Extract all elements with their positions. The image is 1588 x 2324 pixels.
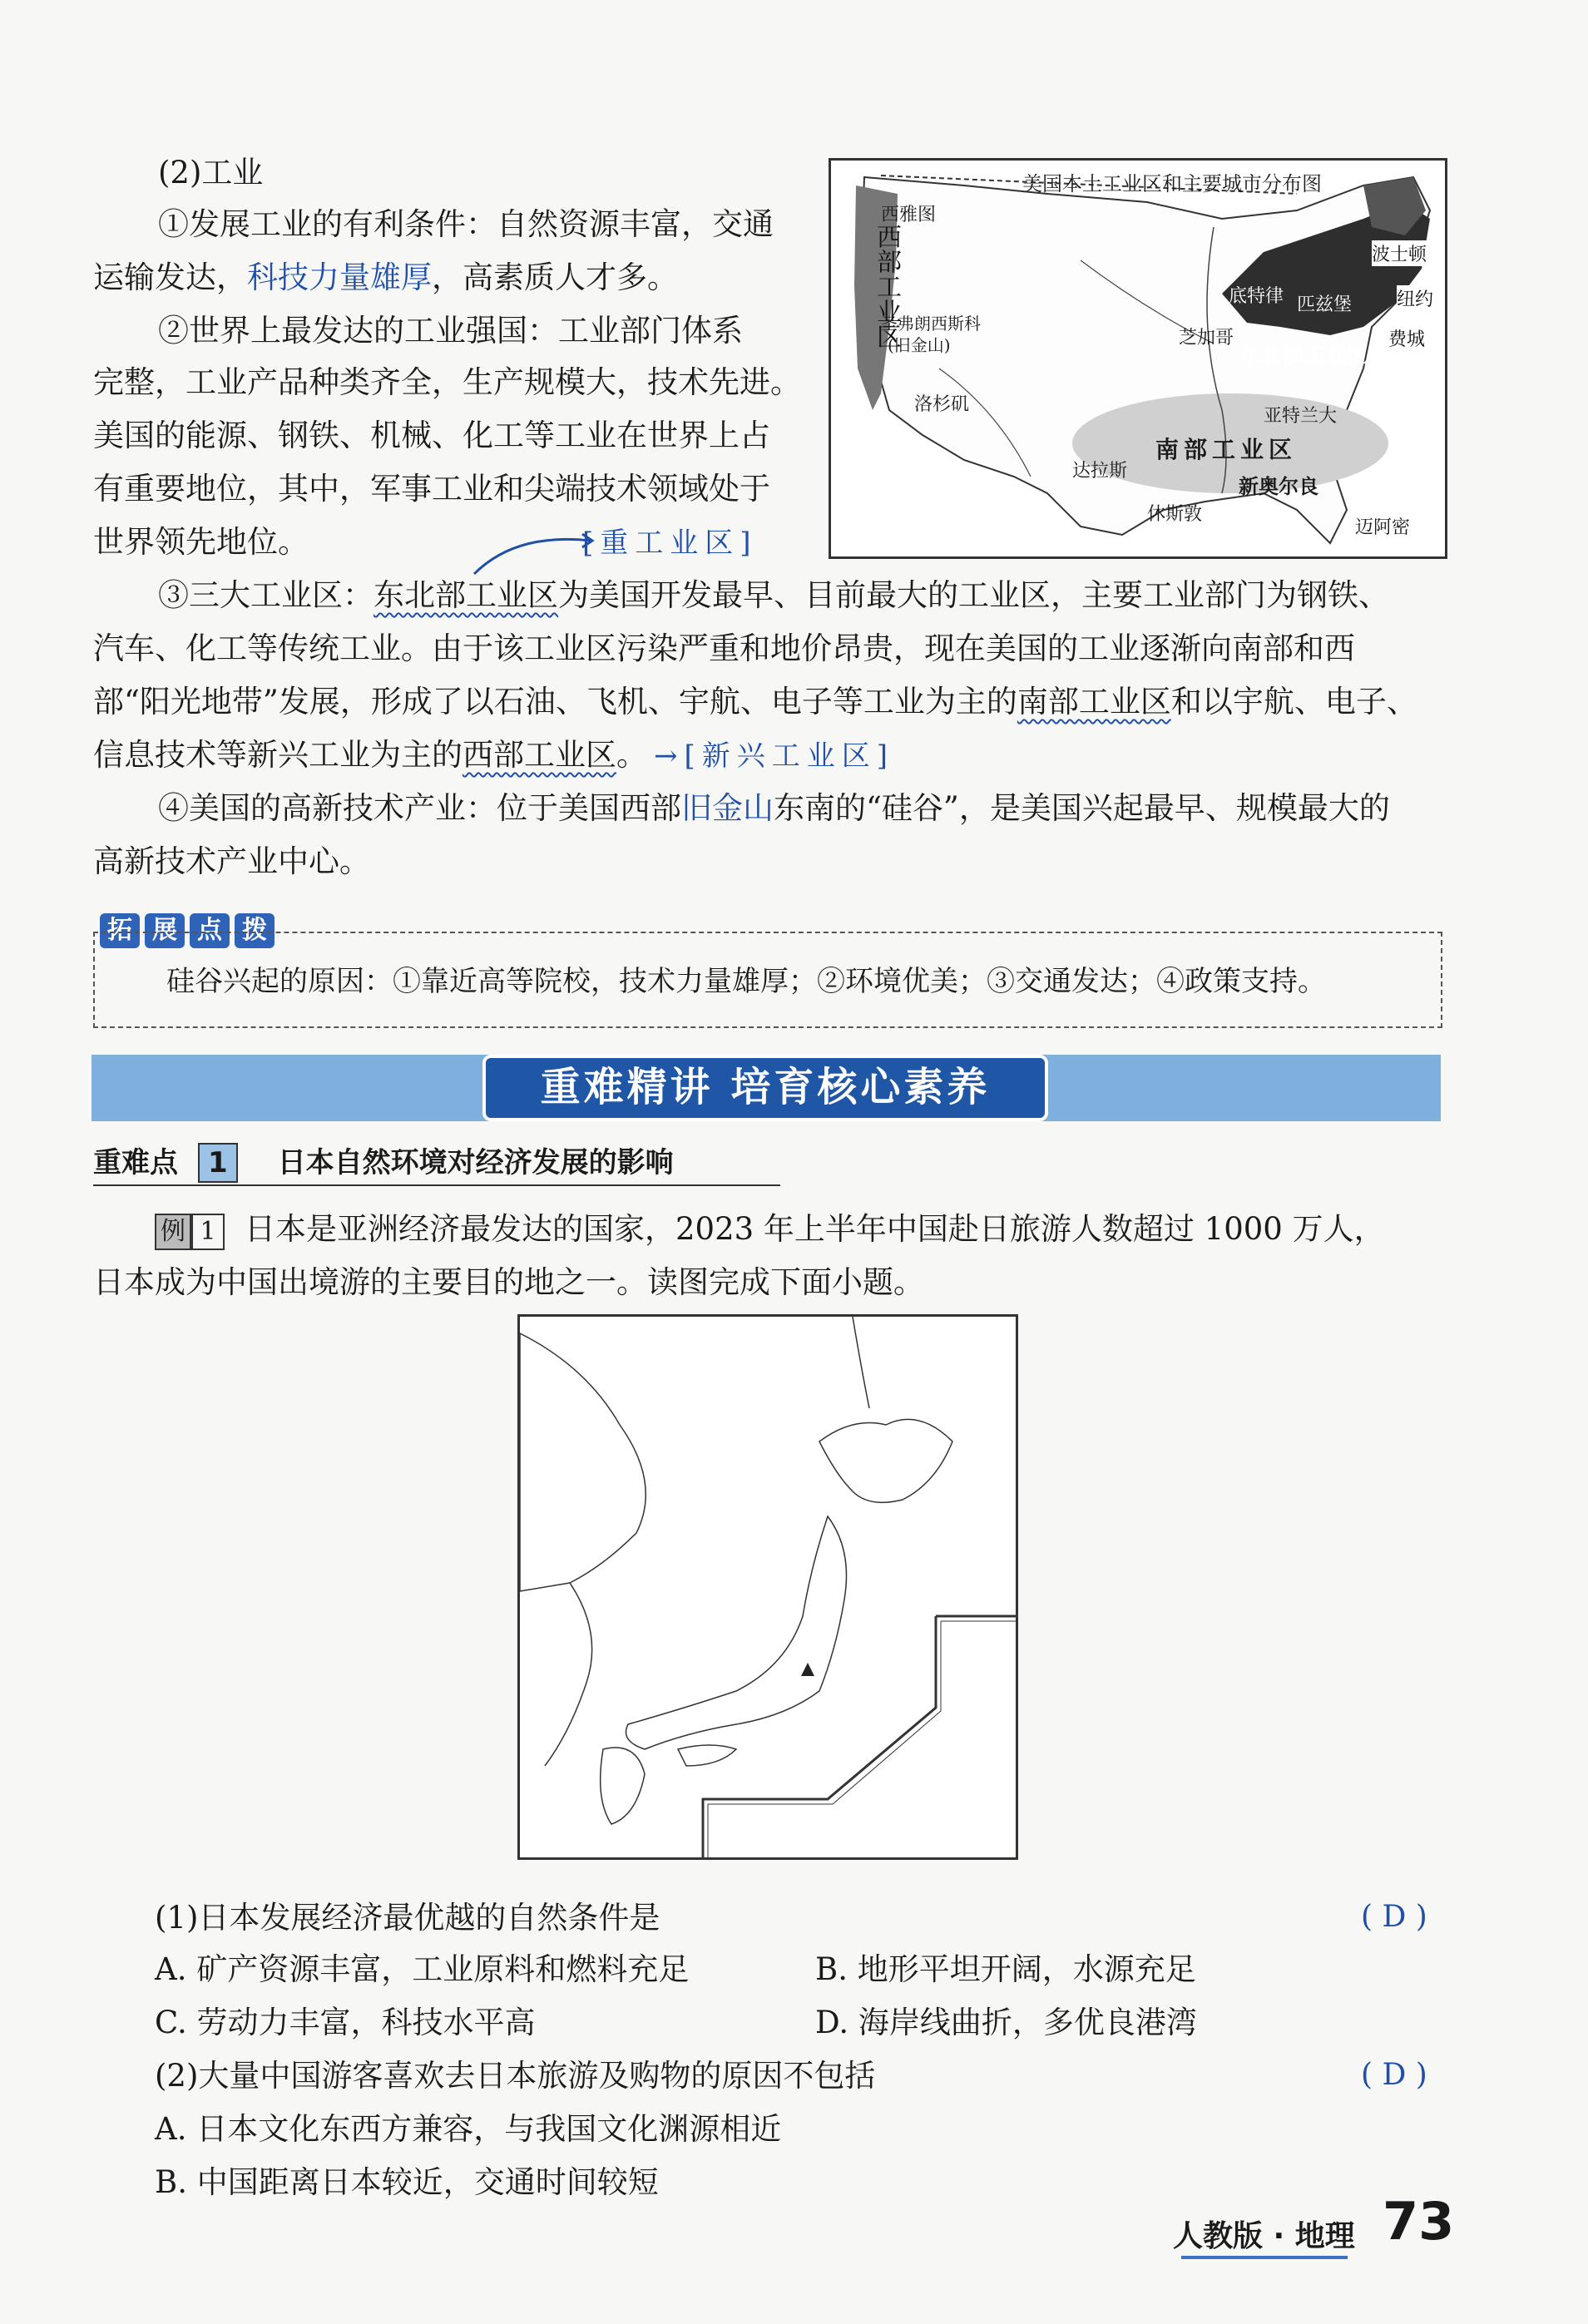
underlined-term: 南部工业区 xyxy=(1017,684,1171,719)
paragraph-4-line: ④美国的高新技术产业：位于美国西部旧金山东南的“硅谷”，是美国兴起最早、规模最大的 xyxy=(158,790,1390,826)
question-stem: (1)日本发展经济最优越的自然条件是 xyxy=(155,1900,660,1936)
city-label: 匹兹堡 xyxy=(1297,294,1353,315)
handwritten-note: →[新兴工业区] xyxy=(654,739,895,773)
option-a: A. 矿产资源丰富，工业原料和燃料充足 xyxy=(155,1951,690,1987)
paragraph-3-line: 部“阳光地带”发展，形成了以石油、飞机、宇航、电子等工业为主的南部工业区和以宇航、电子、 xyxy=(93,684,1417,719)
region-label: 南部工业区 xyxy=(1155,436,1298,463)
example-tag: 例 xyxy=(155,1214,191,1250)
map-title: 美国本土工业区和主要城市分布图 xyxy=(1022,172,1322,195)
paragraph-1-line: 运输发达，科技力量雄厚，高素质人才多。 xyxy=(93,260,678,295)
keypoint-header xyxy=(93,1140,780,1186)
city-label: 底特律 xyxy=(1229,286,1284,307)
paragraph-2-line: 有重要地位，其中，军事工业和尖端技术领域处于 xyxy=(93,471,770,507)
city-label: 休斯敦 xyxy=(1147,504,1203,525)
region-label: 东北部工业区 xyxy=(1239,344,1369,368)
paragraph-2-line: ②世界上最发达的工业强国：工业部门体系 xyxy=(158,313,743,349)
tip-tag: 点 xyxy=(190,913,230,948)
edition-label: 人教版 · 地理 xyxy=(1173,2219,1355,2253)
footer-underline xyxy=(1181,2256,1348,2259)
paragraph-2-line: 世界领先地位。 xyxy=(93,524,309,560)
city-label: 西雅图 xyxy=(881,205,937,225)
example-line: 日本成为中国出境游的主要目的地之一。读图完成下面小题。 xyxy=(93,1264,924,1300)
city-label: 圣弗朗西斯科 xyxy=(881,314,981,334)
paragraph-2-line: 美国的能源、钢铁、机械、化工等工业在世界上占 xyxy=(93,418,770,453)
paragraph-2-line: 完整，工业产品种类齐全，生产规模大，技术先进。 xyxy=(93,364,801,400)
underlined-term: 西部工业区 xyxy=(463,737,616,773)
option-b: B. 中国距离日本较近，交通时间较短 xyxy=(155,2164,659,2200)
keypoint-number: 1 xyxy=(198,1143,238,1183)
city-label: 亚特兰大 xyxy=(1264,406,1338,427)
answer-bracket: ( D ) xyxy=(1361,2058,1427,2092)
page-number: 73 xyxy=(1383,2191,1455,2252)
city-label: 纽约 xyxy=(1397,285,1433,311)
section-banner xyxy=(92,1055,1441,1121)
city-label: 达拉斯 xyxy=(1072,461,1128,482)
keypoint-title: 日本自然环境对经济发展的影响 xyxy=(277,1146,674,1179)
tip-tag: 展 xyxy=(145,913,185,948)
city-label: (旧金山) xyxy=(888,335,951,355)
paragraph-3-line: 信息技术等新兴工业为主的西部工业区。 →[新兴工业区] xyxy=(93,737,895,773)
answer-bracket: ( D ) xyxy=(1361,1900,1427,1934)
option-d: D. 海岸线曲折，多优良港湾 xyxy=(815,2005,1197,2040)
region-label: 西部工业区 xyxy=(872,224,901,349)
example-line: 例 1 日本是亚洲经济最发达的国家，2023 年上半年中国赴日旅游人数超过 1000 万人， xyxy=(155,1203,1385,1256)
us-industry-map xyxy=(829,158,1447,559)
option-a: A. 日本文化东西方兼容，与我国文化渊源相近 xyxy=(155,2111,782,2147)
paragraph-3-line: ③三大工业区：东北部工业区为美国开发最早、目前最大的工业区，主要工业部门为钢铁、 xyxy=(158,577,1389,613)
city-label: 费城 xyxy=(1388,325,1425,351)
option-b: B. 地形平坦开阔，水源充足 xyxy=(815,1951,1196,1987)
handwritten-note: [重工业区] xyxy=(582,527,758,560)
banner-title: 重难精讲 培育核心素养 xyxy=(482,1055,1048,1121)
japan-map xyxy=(517,1314,1018,1860)
city-label: 新奥尔良 xyxy=(1239,474,1318,498)
city-label: 波士顿 xyxy=(1372,240,1427,266)
tip-tag: 拓 xyxy=(100,913,140,948)
option-c: C. 劳动力丰富，科技水平高 xyxy=(155,2005,536,2040)
example-tag: 1 xyxy=(191,1214,225,1250)
paragraph-3-line: 汽车、化工等传统工业。由于该工业区污染严重和地价昂贵，现在美国的工业逐渐向南部和西 xyxy=(93,630,1355,666)
tip-tag: 拨 xyxy=(235,913,275,948)
paragraph-1-line: ①发展工业的有利条件：自然资源丰富，交通 xyxy=(158,206,774,242)
paragraph-4-line: 高新技术产业中心。 xyxy=(93,843,370,879)
tip-text: 硅谷兴起的原因：①靠近高等院校，技术力量雄厚；②环境优美；③交通发达；④政策支持。 xyxy=(166,965,1326,998)
tip-box xyxy=(93,932,1442,1028)
city-label: 芝加哥 xyxy=(1179,328,1234,349)
underlined-term: 东北部工业区 xyxy=(374,577,558,613)
section-heading: (2)工业 xyxy=(158,155,264,190)
highlight-text: 旧金山 xyxy=(681,790,774,826)
question-stem: (2)大量中国游客喜欢去日本旅游及购物的原因不包括 xyxy=(155,2058,876,2094)
city-label: 洛杉矶 xyxy=(914,394,970,415)
keypoint-label: 重难点 xyxy=(93,1146,178,1179)
highlight-text: 科技力量雄厚 xyxy=(247,260,432,295)
city-label: 迈阿密 xyxy=(1355,517,1411,538)
